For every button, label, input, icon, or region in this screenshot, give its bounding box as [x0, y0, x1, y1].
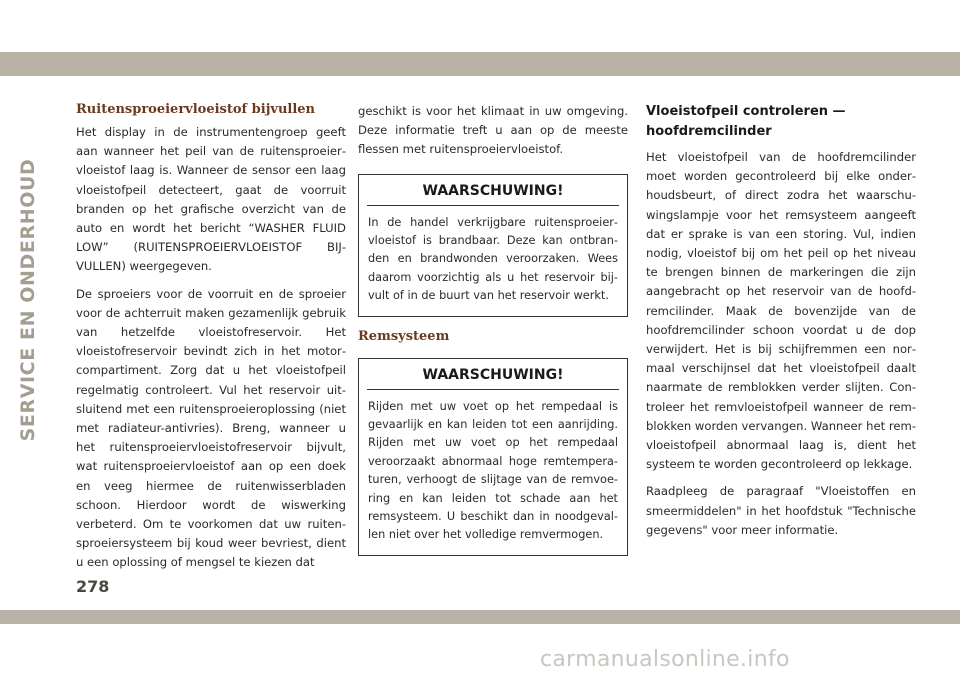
column-3 [646, 102, 916, 548]
column-2 [358, 102, 628, 568]
warning-body: Rijden met uw voet op het rempedaal is gevaarlijk en kan leiden tot een aanrijding. Rijden met uw voet op het rempedaal veroorzaakt abnormaal hoge remtemperaturen, verhoogt de slijtage van de remvoering en kan leiden tot schade aan het remsysteem. U beschikt dan in noodgevallen niet over het volledige remvermogen. [368, 399, 618, 542]
column-1 [76, 102, 346, 581]
paragraph: De sproeiers voor de voorruit en de sproeier voor de achterruit maken gezamenlijk gebruik van hetzelfde vloeistofreservoir. Het vloeistofreservoir bevindt zich in het motorcompartiment. Zorg dat u het vloeistofpeil regelmatig controleert. Vul het reservoir uitsluitend met een ruitensproeieroplossing (niet met radiateur-antivries). Breng, wanneer u het ruitensproeiervloeistofreservoir bijvult, wat ruitensproeiervloeistof aan op een doek en veeg hiermee de ruitenwisserbladen schoon. Hierdoor wordt de wiswerking verbeterd. Om te voorkomen dat uw ruitensproeiersysteem bij koud weer bevriest, dient u een oplossing of mengsel te kiezen dat [76, 286, 346, 570]
warning-title: WAARSCHUWING! [367, 359, 619, 390]
warning-body: In de handel verkrijgbare ruitensproeiervloeistof is brandbaar. Deze kan ontbranden en brandwonden veroorzaken. Wees daarom voorzichtig als u het reservoir bijvult of in de buurt van het reservoir werkt. [368, 215, 618, 303]
section-heading-washer-fluid: Ruitensproeiervloeistof bijvullen [76, 102, 316, 117]
warning-box [358, 174, 628, 317]
section-heading-brake-system: Remsysteem [358, 328, 450, 344]
paragraph: Raadpleeg de paragraaf "Vloeistoffen en smeermiddelen" in het hoofdstuk "Technische gegevens" voor meer informatie. [646, 484, 916, 537]
header-band [0, 52, 960, 76]
section-side-tab: SERVICE EN ONDERHOUD [17, 158, 39, 442]
paragraph: Het display in de instrumentengroep geeft aan wanneer het peil van de ruitensproeiervloeistof laag is. Wanneer de sensor een laag vloeistofpeil detecteert, gaat de voorruit branden op het grafische overzicht van de auto en wordt het bericht “WASHER FLUID LOW” (RUITENSPROEIERVLOEISTOF BIJVULLEN) weergegeven. [76, 125, 346, 274]
paragraph: geschikt is voor het klimaat in uw omgeving. Deze informatie treft u aan op de meeste flessen met ruitensproeiervloeistof. [358, 104, 628, 157]
watermark: carmanualsonline.info [540, 647, 790, 672]
page-number: 278 [76, 577, 110, 596]
paragraph: Het vloeistofpeil van de hoofdremcilinder moet worden gecontroleerd bij elke onderhoudsbeurt, of direct zodra het waarschuwingslampje voor het remsysteem aangeeft dat er sprake is van een storing. Vul, indien nodig, vloeistof bij om het peil op het niveau te brengen binnen de markeringen die zijn aangebracht op het reservoir van de hoofdremcilinder. Maak de bovenzijde van de hoofdremcilinder schoon voordat u de dop verwijdert. Het is bij schijfremmen een normaal verschijnsel dat het vloeistofpeil daalt naarmate de remblokken verder slijten. Controleer het remvloeistofpeil wanneer de remblokken worden vervangen. Wanneer het remvloeistofpeil abnormaal laag is, dient het systeem te worden gecontroleerd op lekkage. [646, 150, 916, 472]
warning-box [358, 358, 628, 556]
warning-title: WAARSCHUWING! [367, 175, 619, 206]
footer-band [0, 610, 960, 624]
section-heading-master-cylinder: Vloeistofpeil controleren — hoofdremcilinder [646, 104, 846, 139]
